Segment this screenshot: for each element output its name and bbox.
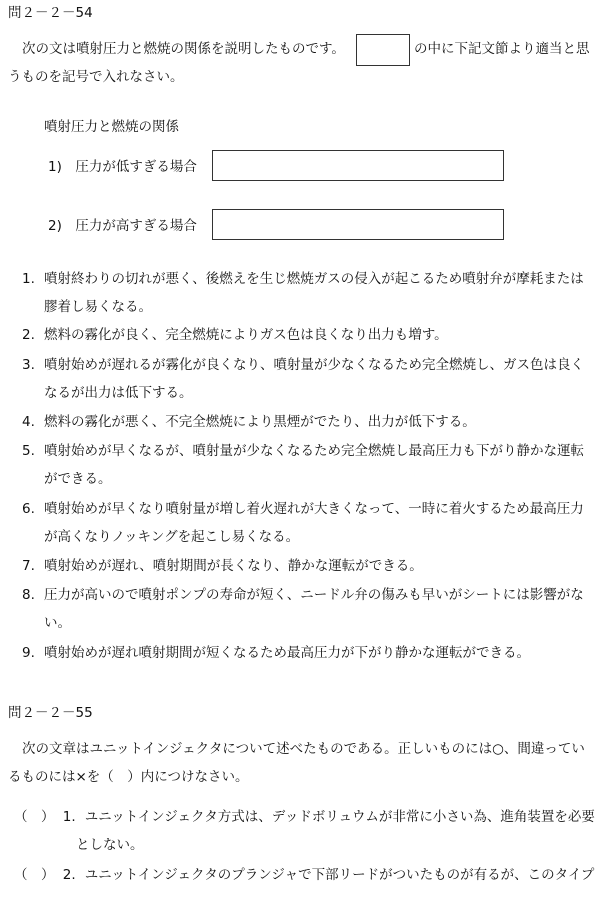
q54-option-8-cont: い。 <box>44 615 71 631</box>
q54-subheading: 噴射圧力と燃焼の関係 <box>44 119 179 135</box>
q55-intro-line2: るものには×を（ ）内につけなさい。 <box>8 769 249 785</box>
q54-option-5: 5. 噴射始めが早くなるが、噴射量が少なくなるため完全燃焼し最高圧力も下がり静かな運転 <box>22 443 584 459</box>
q54-option-7: 7. 噴射始めが遅れ、噴射期間が長くなり、静かな運転ができる。 <box>22 558 423 574</box>
q54-option-6-cont: が高くなりノッキングを起こし易くなる。 <box>44 529 300 545</box>
q55-item-1-cont: としない。 <box>76 837 144 853</box>
question-heading-55: 問２－２－55 <box>8 705 93 721</box>
q54-intro-line1-a: 次の文は噴射圧力と燃焼の関係を説明したものです。 <box>22 41 345 57</box>
q55-intro-line1: 次の文章はユニットインジェクタについて述べたものである。正しいものには○、間違ってい <box>22 741 585 757</box>
q54-option-3-cont: なるが出力は低下する。 <box>44 385 193 401</box>
q54-blank-label-1: 1) 圧力が低すぎる場合 <box>48 159 197 175</box>
q54-option-3: 3. 噴射始めが遅れるが霧化が良くなり、噴射量が少なくなるため完全燃焼し、ガス色は良く <box>22 357 584 373</box>
q54-option-8: 8. 圧力が高いので噴射ポンプの寿命が短く、ニードル弁の傷みも早いがシートには影響がな <box>22 587 584 603</box>
q54-option-1: 1. 噴射終わりの切れが悪く、後燃えを生じ燃焼ガスの侵入が起こるため噴射弁が摩耗または <box>22 271 584 287</box>
q55-item-1: （ ） 1. ユニットインジェクタ方式は、デッドボリュウムが非常に小さい為、進角装置を必要 <box>14 809 595 825</box>
q54-blank-label-2: 2) 圧力が高すぎる場合 <box>48 218 197 234</box>
q55-item-1-answer-paren[interactable]: （ ） <box>14 809 55 825</box>
q54-option-4: 4. 燃料の霧化が悪く、不完全燃焼により黒煙がでたり、出力が低下する。 <box>22 414 476 430</box>
q54-intro-line2: うものを記号で入れなさい。 <box>8 69 184 85</box>
q54-option-6: 6. 噴射始めが早くなり噴射量が増し着火遅れが大きくなって、一時に着火するため最高圧力 <box>22 501 584 517</box>
q54-answer-box-2[interactable] <box>212 209 504 240</box>
q54-answer-box-inline[interactable] <box>356 34 410 66</box>
q54-intro-line1-b: の中に下記文節より適当と思 <box>414 41 590 57</box>
question-heading-54: 問２－２－54 <box>8 5 93 21</box>
q54-option-9: 9. 噴射始めが遅れ噴射期間が短くなるため最高圧力が下がり静かな運転ができる。 <box>22 645 530 661</box>
q54-option-5-cont: ができる。 <box>44 471 112 487</box>
q54-answer-box-1[interactable] <box>212 150 504 181</box>
q54-option-2: 2. 燃料の霧化が良く、完全燃焼によりガス色は良くなり出力も増す。 <box>22 327 448 343</box>
q54-option-1-cont: 膠着し易くなる。 <box>44 299 152 315</box>
q55-item-2-answer-paren[interactable]: （ ） <box>14 867 55 883</box>
q55-item-2: （ ） 2. ユニットインジェクタのプランジャで下部リードがついたものが有るが、このタイプ <box>14 867 595 883</box>
